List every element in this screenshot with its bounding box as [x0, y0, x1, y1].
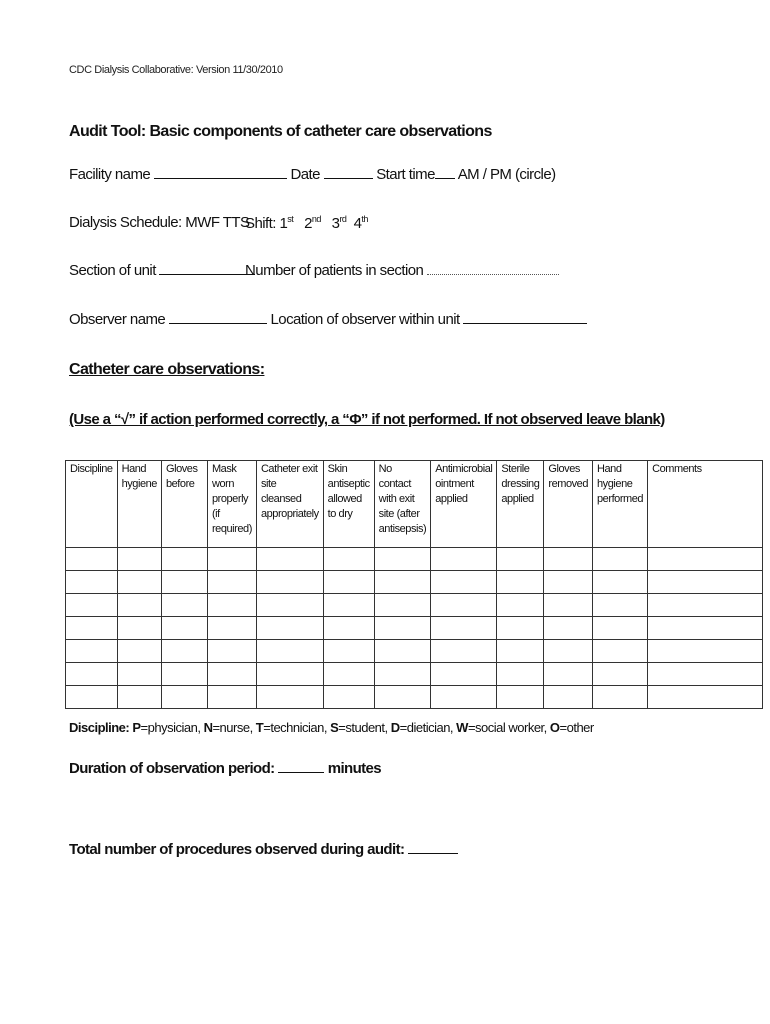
table-cell[interactable]: [648, 686, 763, 709]
am-pm-label: AM / PM (circle): [457, 166, 556, 183]
legend-text-p: =physician,: [140, 720, 204, 735]
table-cell[interactable]: [593, 686, 648, 709]
table-cell[interactable]: [207, 640, 256, 663]
shift-2-sup: nd: [311, 214, 321, 224]
table-cell[interactable]: [256, 663, 323, 686]
table-cell[interactable]: [497, 571, 544, 594]
start-time-blank[interactable]: [435, 166, 455, 179]
table-cell[interactable]: [497, 686, 544, 709]
table-cell[interactable]: [497, 617, 544, 640]
table-cell[interactable]: [431, 686, 497, 709]
table-cell[interactable]: [374, 663, 431, 686]
duration-unit: minutes: [327, 760, 382, 777]
table-cell[interactable]: [374, 640, 431, 663]
table-cell[interactable]: [374, 548, 431, 571]
table-cell[interactable]: [544, 663, 593, 686]
shift-4[interactable]: 4: [353, 215, 362, 232]
legend-code-o: O: [549, 720, 560, 735]
version-header: CDC Dialysis Collaborative: Version 11/30/2010: [69, 64, 283, 76]
legend-text-s: =student,: [338, 720, 391, 735]
col-mask-worn: Mask worn properly (if required): [207, 461, 256, 548]
table-cell[interactable]: [497, 640, 544, 663]
location-blank[interactable]: [463, 311, 587, 324]
col-sterile-dressing: Sterile dressing applied: [497, 461, 544, 548]
table-header-row: [66, 461, 763, 548]
table-cell[interactable]: [161, 617, 207, 640]
total-line: [69, 841, 458, 858]
col-gloves-removed: Gloves removed: [544, 461, 593, 548]
location-label: Location of observer within unit: [270, 311, 460, 328]
table-cell[interactable]: [497, 594, 544, 617]
table-cell[interactable]: [207, 594, 256, 617]
table-cell[interactable]: [66, 663, 118, 686]
table-row: [66, 640, 763, 663]
instruction: (Use a “√” if action performed correctly, a “Φ” if not performed. If not observed leave blank): [69, 411, 665, 428]
facility-line: [69, 166, 556, 183]
table-cell[interactable]: [593, 640, 648, 663]
table-cell[interactable]: [66, 594, 118, 617]
legend-text-t: =technician,: [263, 720, 331, 735]
table-cell[interactable]: [161, 571, 207, 594]
table-cell[interactable]: [66, 548, 118, 571]
total-blank[interactable]: [408, 841, 458, 854]
table-row: [66, 594, 763, 617]
table-cell[interactable]: [374, 617, 431, 640]
table-cell[interactable]: [256, 686, 323, 709]
duration-line: [69, 760, 381, 777]
observer-label: Observer name: [69, 311, 166, 328]
table-cell[interactable]: [593, 617, 648, 640]
table-cell[interactable]: [648, 640, 763, 663]
table-cell[interactable]: [117, 594, 161, 617]
legend-code-n: N: [203, 720, 213, 735]
table-cell[interactable]: [256, 571, 323, 594]
legend-code-t: T: [255, 720, 264, 735]
table-cell[interactable]: [544, 686, 593, 709]
legend-text-w: =social worker,: [467, 720, 550, 735]
col-antimicrobial: Antimicrobial ointment applied: [431, 461, 497, 548]
table-cell[interactable]: [431, 594, 497, 617]
table-cell[interactable]: [648, 548, 763, 571]
table-cell[interactable]: [66, 571, 118, 594]
table-cell[interactable]: [431, 617, 497, 640]
patients-line: [245, 262, 559, 279]
section-title: Catheter care observations:: [69, 361, 265, 378]
col-gloves-before: Gloves before: [161, 461, 207, 548]
observation-table: [65, 460, 763, 709]
legend-text-n: =nurse,: [212, 720, 256, 735]
table-cell[interactable]: [161, 548, 207, 571]
col-discipline: Discipline: [66, 461, 118, 548]
table-cell[interactable]: [207, 548, 256, 571]
duration-label: Duration of observation period:: [69, 760, 275, 777]
table-cell[interactable]: [544, 548, 593, 571]
section-label: Section of unit: [69, 262, 156, 279]
table-cell[interactable]: [323, 594, 374, 617]
shift-3[interactable]: 3: [331, 215, 340, 232]
table-cell[interactable]: [648, 571, 763, 594]
table-cell[interactable]: [544, 571, 593, 594]
start-time-label: Start time: [376, 166, 435, 183]
shift-2[interactable]: 2: [304, 215, 312, 232]
table-cell[interactable]: [323, 663, 374, 686]
table-row: [66, 686, 763, 709]
table-cell[interactable]: [323, 686, 374, 709]
table-cell[interactable]: [431, 571, 497, 594]
legend-text-d: =dietician,: [399, 720, 457, 735]
table-cell[interactable]: [323, 548, 374, 571]
legend-code-w: W: [456, 720, 468, 735]
table-cell[interactable]: [431, 548, 497, 571]
table-cell[interactable]: [161, 640, 207, 663]
legend-label: Discipline:: [69, 720, 130, 735]
table-cell[interactable]: [323, 571, 374, 594]
table-cell[interactable]: [161, 686, 207, 709]
table-cell[interactable]: [323, 617, 374, 640]
table-cell[interactable]: [207, 686, 256, 709]
table-cell[interactable]: [161, 663, 207, 686]
shift-1-sup: st: [287, 214, 294, 224]
legend-code-d: D: [390, 720, 400, 735]
shift-3-sup: rd: [339, 214, 347, 224]
table-cell[interactable]: [207, 617, 256, 640]
table-cell[interactable]: [431, 663, 497, 686]
total-label: Total number of procedures observed during audit:: [69, 841, 405, 858]
discipline-legend: [69, 720, 594, 735]
date-label: Date: [290, 166, 320, 183]
table-cell[interactable]: [544, 617, 593, 640]
patients-label: Number of patients in section: [245, 262, 424, 279]
table-cell[interactable]: [374, 594, 431, 617]
legend-text-o: =other: [559, 720, 594, 735]
table-cell[interactable]: [117, 686, 161, 709]
table-cell[interactable]: [66, 640, 118, 663]
page-title: Audit Tool: Basic components of catheter care observations: [69, 123, 492, 140]
legend-code-s: S: [330, 720, 339, 735]
shift-label: Shift: 1: [245, 215, 288, 232]
table-cell[interactable]: [593, 548, 648, 571]
table-cell[interactable]: [117, 548, 161, 571]
table-cell[interactable]: [648, 594, 763, 617]
table-cell[interactable]: [117, 617, 161, 640]
table-cell[interactable]: [66, 686, 118, 709]
table-row: [66, 548, 763, 571]
table-cell[interactable]: [256, 548, 323, 571]
table-cell[interactable]: [544, 594, 593, 617]
legend-code-p: P: [132, 720, 141, 735]
table-cell[interactable]: [593, 594, 648, 617]
col-hand-hygiene: Hand hygiene: [117, 461, 161, 548]
table-cell[interactable]: [648, 663, 763, 686]
table-cell[interactable]: [544, 640, 593, 663]
table-row: [66, 617, 763, 640]
col-comments: Comments: [648, 461, 763, 548]
observer-blank[interactable]: [169, 311, 267, 324]
table-cell[interactable]: [374, 571, 431, 594]
facility-label: Facility name: [69, 166, 151, 183]
table-cell[interactable]: [256, 640, 323, 663]
table-cell[interactable]: [431, 640, 497, 663]
observer-line: [69, 311, 587, 328]
table-cell[interactable]: [374, 686, 431, 709]
table-row: [66, 571, 763, 594]
patients-blank[interactable]: [427, 262, 559, 275]
shift-line: [245, 214, 368, 232]
duration-blank[interactable]: [278, 760, 324, 773]
col-no-contact: No contact with exit site (after antisepsis): [374, 461, 431, 548]
table-cell[interactable]: [117, 663, 161, 686]
table-cell[interactable]: [593, 571, 648, 594]
col-hand-hygiene-performed: Hand hygiene performed: [593, 461, 648, 548]
table-cell[interactable]: [256, 594, 323, 617]
table-cell[interactable]: [497, 548, 544, 571]
table-cell[interactable]: [497, 663, 544, 686]
table-cell[interactable]: [117, 571, 161, 594]
section-blank[interactable]: [159, 262, 255, 275]
table-cell[interactable]: [161, 594, 207, 617]
facility-name-blank[interactable]: [154, 166, 287, 179]
table-cell[interactable]: [256, 617, 323, 640]
schedule-label: Dialysis Schedule: MWF TTS: [69, 214, 250, 231]
table-cell[interactable]: [117, 640, 161, 663]
col-skin-antiseptic: Skin antiseptic allowed to dry: [323, 461, 374, 548]
table-cell[interactable]: [207, 663, 256, 686]
table-cell[interactable]: [323, 640, 374, 663]
date-blank[interactable]: [324, 166, 373, 179]
col-exit-site-cleansed: Catheter exit site cleansed appropriately: [256, 461, 323, 548]
shift-4-sup: th: [361, 214, 368, 224]
table-cell[interactable]: [66, 617, 118, 640]
section-line: [69, 262, 255, 279]
table-cell[interactable]: [207, 571, 256, 594]
table-cell[interactable]: [648, 617, 763, 640]
table-cell[interactable]: [593, 663, 648, 686]
table-row: [66, 663, 763, 686]
